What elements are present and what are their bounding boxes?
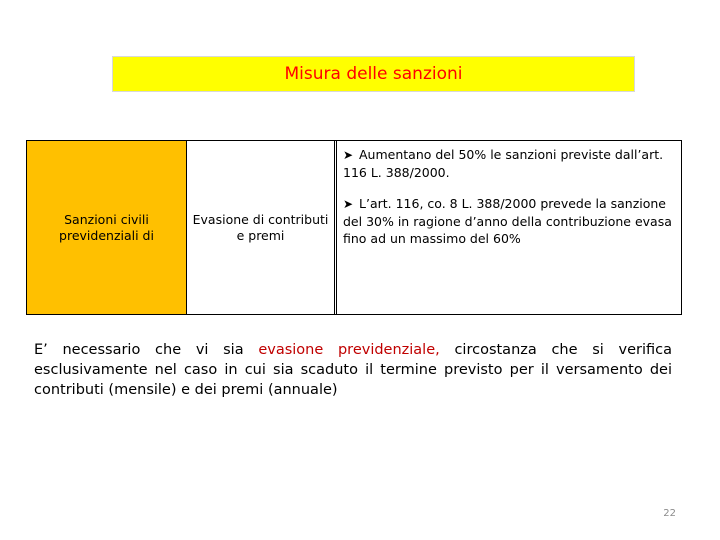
category-label: Sanzioni civili previdenziali di bbox=[59, 211, 154, 243]
page-title: Misura delle sanzioni bbox=[284, 64, 463, 84]
arrow-bullet-icon: ➤ bbox=[343, 148, 354, 162]
table-cell-details bbox=[337, 141, 681, 314]
arrow-bullet-icon: ➤ bbox=[343, 197, 354, 211]
list-item bbox=[343, 146, 675, 181]
paragraph-text-end: circostanza che si verifica esclusivamente nel caso in cui sia scaduto il termine previsto per il versamento dei contributi (mensile) e dei premi (annuale) bbox=[34, 342, 673, 398]
type-label: Evasione di contributi e premi bbox=[192, 211, 329, 243]
table-cell-type bbox=[187, 141, 337, 314]
table-cell-category bbox=[27, 141, 187, 314]
bullet-text: L’art. 116, co. 8 L. 388/2000 prevede la sanzione del 30% in ragione d’anno della contribuzione evasa fino ad un massimo del 60% bbox=[343, 196, 672, 246]
paragraph-highlight: evasione previdenziale, bbox=[258, 342, 440, 358]
body-paragraph bbox=[34, 340, 672, 400]
title-box bbox=[112, 56, 635, 92]
paragraph-text-start: E’ necessario che vi sia bbox=[34, 342, 259, 358]
bullet-text: Aumentano del 50% le sanzioni previste dall’art. 116 L. 388/2000. bbox=[343, 147, 664, 180]
page-number: 22 bbox=[663, 508, 676, 519]
list-item bbox=[343, 195, 675, 247]
sanctions-table bbox=[26, 140, 682, 315]
